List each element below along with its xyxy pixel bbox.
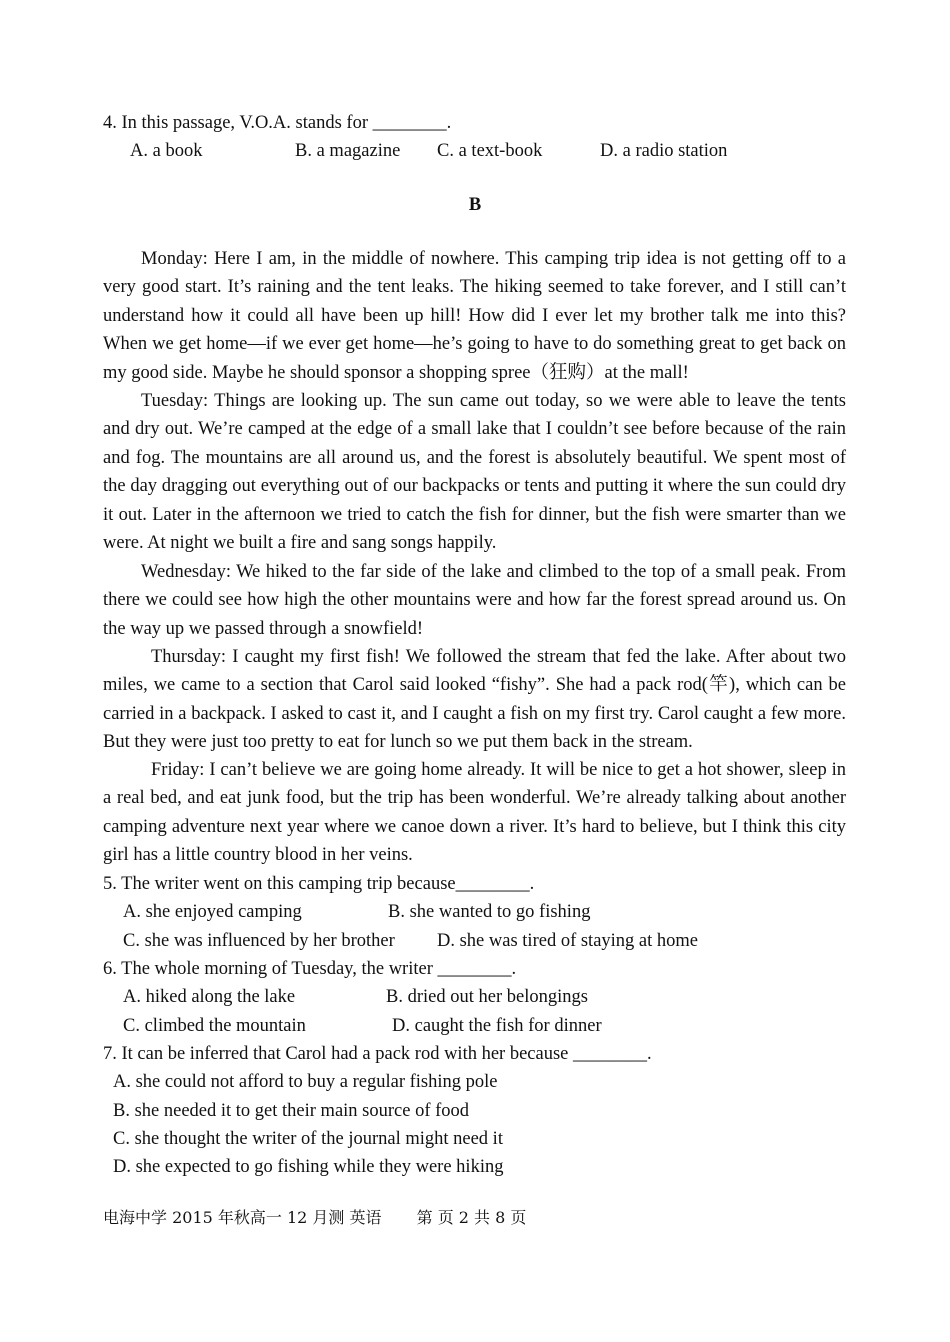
- question-4-option-c: C. a text-book: [437, 141, 543, 161]
- question-5-stem: 5. The writer went on this camping trip because________.: [103, 874, 535, 894]
- question-7-option-b: B. she needed it to get their main source of food: [113, 1101, 470, 1121]
- footer-page-number: 第 页 2 共 8 页: [416, 1208, 527, 1227]
- question-5-option-a: A. she enjoyed camping: [123, 902, 302, 922]
- passage-paragraph-monday: Monday: Here I am, in the middle of nowhere. This camping trip idea is not getting off to a very good start. It’s raining and the tent leaks. The hiking seemed to take forever, and I still can’t understand how it could all have been up hill! How did I ever let my brother talk me into this? When we get home—if we ever get home—he’s going to have to do something great to get back on my good side. Maybe he should sponsor a shopping spree（狂购）at the mall!: [103, 249, 846, 383]
- question-6-stem: 6. The whole morning of Tuesday, the writer ________.: [103, 959, 517, 979]
- question-4-stem: 4. In this passage, V.O.A. stands for ________.: [103, 113, 452, 133]
- question-6-option-b: B. dried out her belongings: [386, 987, 588, 1007]
- question-7-option-c: C. she thought the writer of the journal might need it: [113, 1129, 503, 1149]
- passage-paragraph-wednesday: Wednesday: We hiked to the far side of the lake and climbed to the top of a small peak. From there we could see how high the other mountains were and how far the forest spread around us. On the way up we passed through a snowfield!: [103, 562, 846, 639]
- page-footer: [103, 1206, 526, 1230]
- footer-exam-title: 电海中学 2015 年秋高一 12 月测 英语: [103, 1208, 382, 1227]
- question-6-option-a: A. hiked along the lake: [123, 987, 296, 1007]
- question-4-option-b: B. a magazine: [295, 141, 401, 161]
- question-5-option-c: C. she was influenced by her brother: [123, 931, 395, 951]
- passage-paragraph-friday: Friday: I can’t believe we are going home already. It will be nice to get a hot shower, sleep in a real bed, and eat junk food, but the trip has been wonderful. We’re already talking about another camping adventure next year where we canoe down a river. It’s hard to believe, but I think this city girl has a little country blood in her veins.: [103, 760, 846, 866]
- passage-paragraph-tuesday: Tuesday: Things are looking up. The sun came out today, so we were able to leave the tents and dry out. We’re camped at the edge of a small lake that I couldn’t see before because of the rain and fog. The mountains are all around us, and the forest is absolutely beautiful. We spent most of the day dragging out everything out of our backpacks or tents and putting it where the sun could dry it out. Later in the afternoon we tried to catch the fish for dinner, but the fish were smarter than we were. At night we built a fire and sang songs happily.: [103, 391, 846, 554]
- question-4-option-a: A. a book: [130, 141, 203, 161]
- question-5-option-d: D. she was tired of staying at home: [437, 931, 698, 951]
- question-7-option-a: A. she could not afford to buy a regular fishing pole: [113, 1072, 498, 1092]
- question-6-option-c: C. climbed the mountain: [123, 1016, 306, 1036]
- question-7-stem: 7. It can be inferred that Carol had a pack rod with her because ________.: [103, 1044, 652, 1064]
- section-heading: B: [468, 195, 482, 215]
- question-6-option-d: D. caught the fish for dinner: [392, 1016, 602, 1036]
- question-4-option-d: D. a radio station: [600, 141, 728, 161]
- passage-paragraph-thursday: Thursday: I caught my first fish! We followed the stream that fed the lake. After about two miles, we came to a section that Carol said looked “fishy”. She had a pack rod(竿), which can be carried in a backpack. I asked to cast it, and I caught a fish on my first try. Carol caught a few more. But they were just too pretty to eat for lunch so we put them back in the stream.: [103, 647, 846, 753]
- question-7-option-d: D. she expected to go fishing while they were hiking: [113, 1157, 504, 1177]
- question-5-option-b: B. she wanted to go fishing: [388, 902, 591, 922]
